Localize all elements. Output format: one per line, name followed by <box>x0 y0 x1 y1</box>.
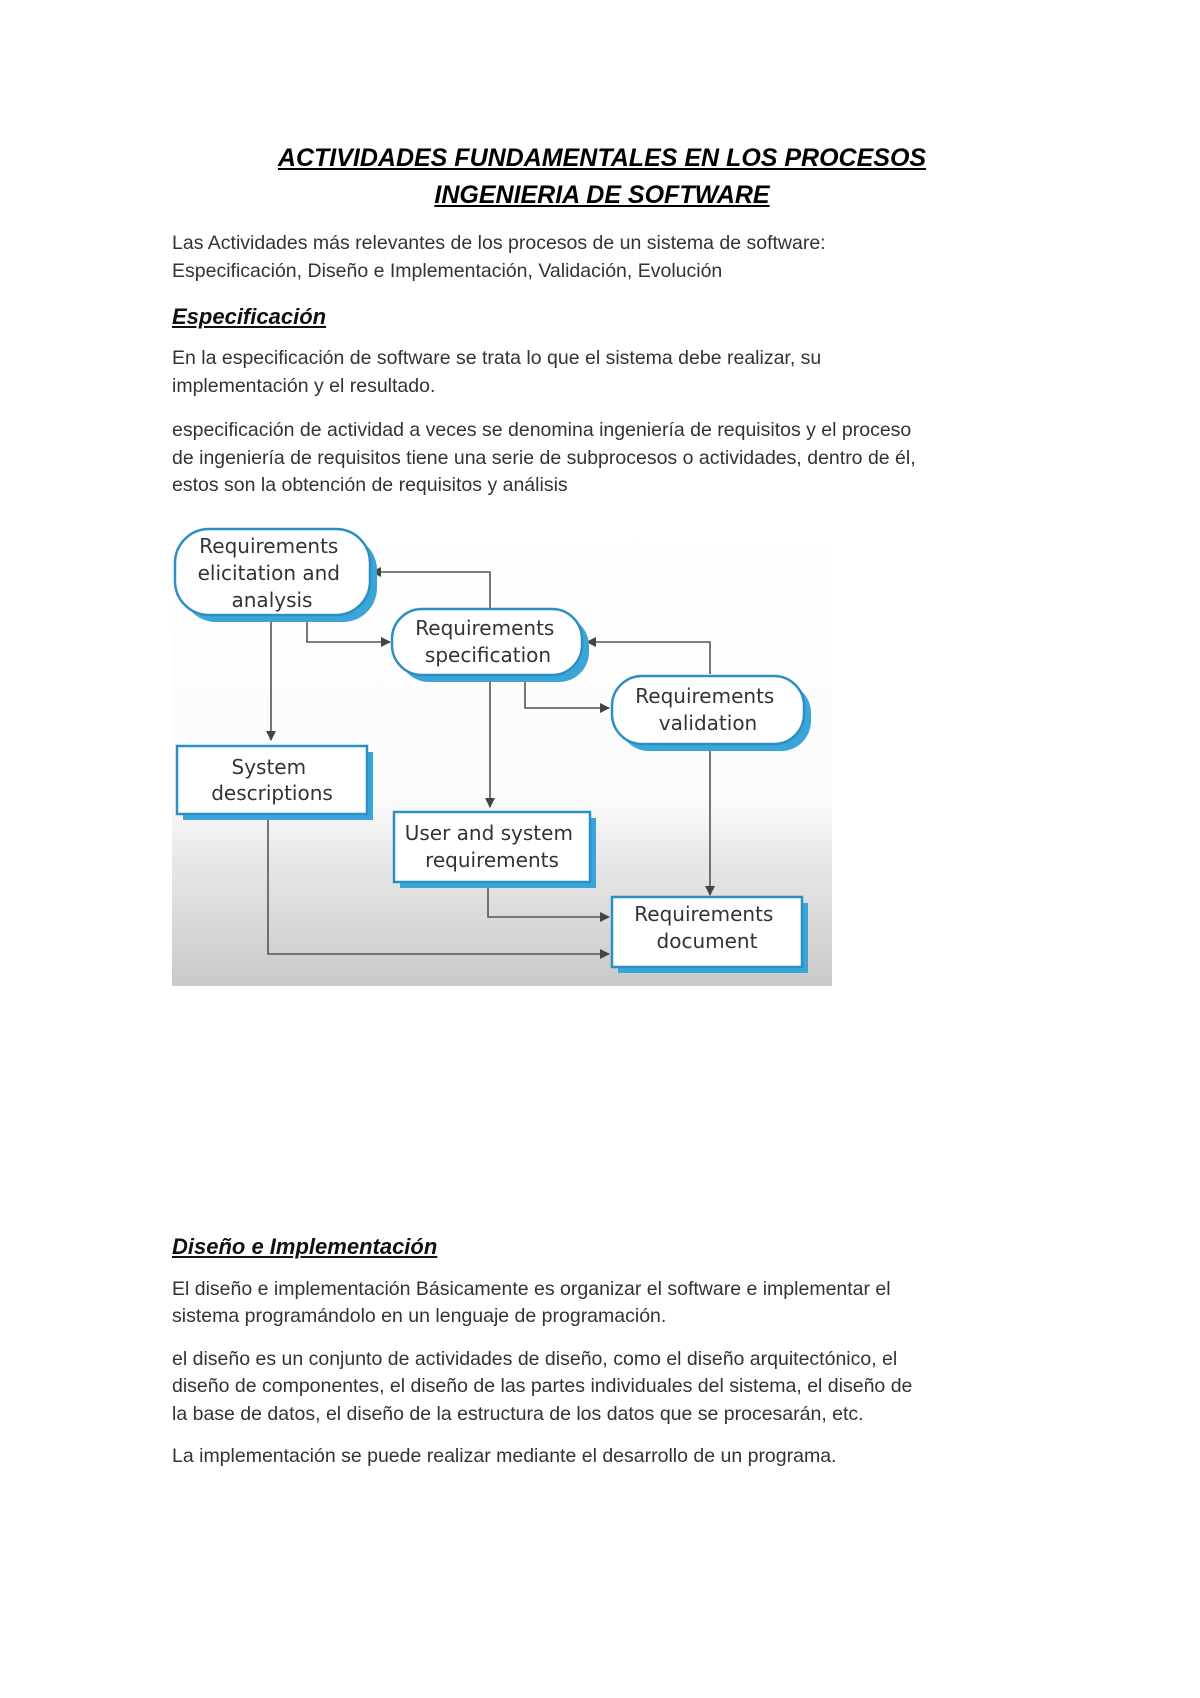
node-elicitation-line-2: elicitation and <box>197 560 341 585</box>
node-elicitation-analysis <box>175 529 377 622</box>
diseno-p2-line-1: el diseño es un conjunto de actividades de diseño, como el diseño arquitectónico, el <box>172 1347 898 1370</box>
especificacion-paragraph-1 <box>172 345 1032 400</box>
diseno-paragraph-2 <box>172 1346 1032 1429</box>
node-system-desc-line-1: System <box>231 754 307 779</box>
diseno-paragraph-3 <box>172 1443 1032 1471</box>
diseno-p3-line-1: La implementación se puede realizar mediante el desarrollo de un programa. <box>172 1445 837 1467</box>
document-page <box>172 140 1032 1471</box>
diseno-p1-line-1: El diseño e implementación Básicamente es organizar el software e implementar el <box>172 1277 891 1300</box>
section-heading-especificacion: Especificación <box>172 304 327 329</box>
intro-paragraph <box>172 230 1032 285</box>
title-line-1: ACTIVIDADES FUNDAMENTALES EN LOS PROCESOS <box>277 144 927 172</box>
node-user-system-line-1: User and system <box>404 820 573 845</box>
especificacion-p2-line-2: de ingeniería de requisitos tiene una serie de subprocesos o actividades, dentro de él, <box>172 446 916 469</box>
node-document-line-2: document <box>656 928 758 953</box>
node-user-system-requirements <box>394 812 596 888</box>
node-document-line-1: Requirements <box>634 901 774 926</box>
node-user-system-line-2: requirements <box>425 847 559 872</box>
especificacion-paragraph-2 <box>172 417 1032 500</box>
intro-line-1: Las Actividades más relevantes de los procesos de un sistema de software: <box>172 232 826 254</box>
intro-line-2: Especificación, Diseño e Implementación, Validación, Evolución <box>172 259 723 282</box>
section-heading-diseno: Diseño e Implementación <box>172 1233 438 1259</box>
especificacion-p1-line-2: implementación y el resultado. <box>172 374 436 397</box>
diseno-p1-line-2: sistema programándolo en un lenguaje de programación. <box>172 1305 667 1327</box>
node-validation-line-1: Requirements <box>635 683 775 708</box>
diseno-p2-line-2: diseño de componentes, el diseño de las partes individuales del sistema, el diseño de <box>172 1375 913 1397</box>
diagram-svg <box>172 520 832 986</box>
especificacion-p2-line-3: estos son la obtención de requisitos y análisis <box>172 474 568 496</box>
node-validation-line-2: validation <box>658 710 758 735</box>
node-elicitation-line-1: Requirements <box>199 533 339 558</box>
requirements-process-diagram <box>172 520 832 986</box>
especificacion-p1-line-1: En la especificación de software se trata lo que el sistema debe realizar, su <box>172 347 822 369</box>
node-requirements-document <box>612 897 808 973</box>
node-system-descriptions <box>177 746 373 820</box>
diseno-p2-line-3: la base de datos, el diseño de la estructura de los datos que se procesarán, etc. <box>172 1402 864 1425</box>
especificacion-p2-line-1: especificación de actividad a veces se denomina ingeniería de requisitos y el proceso <box>172 419 912 441</box>
node-requirements-validation <box>612 676 811 751</box>
node-requirements-specification <box>392 609 589 682</box>
node-specification-line-1: Requirements <box>415 615 555 640</box>
node-specification-line-2: specification <box>424 642 552 667</box>
node-system-desc-line-2: descriptions <box>211 780 333 805</box>
blank-space <box>172 986 1032 1232</box>
diseno-paragraph-1 <box>172 1276 1032 1331</box>
title-line-2: INGENIERIA DE SOFTWARE <box>434 181 770 209</box>
node-elicitation-line-3: analysis <box>231 587 313 612</box>
document-title <box>172 140 1032 214</box>
